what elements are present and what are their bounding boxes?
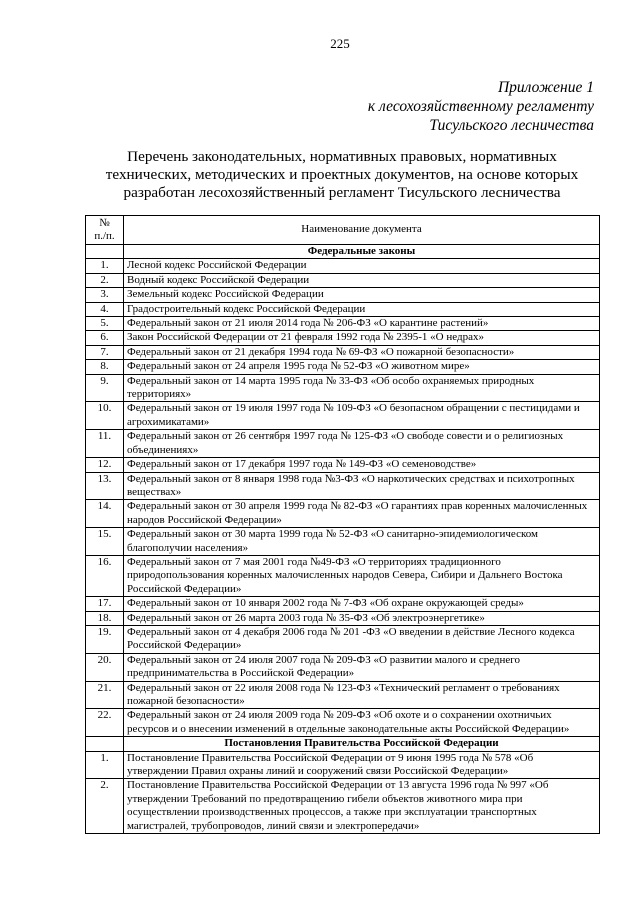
title-line-3: разработан лесохозяйственный регламент Тисульского лесничества [123, 184, 561, 201]
row-number: 19. [86, 625, 124, 653]
table-row [86, 751, 600, 779]
table-row [86, 555, 600, 596]
table-row [86, 374, 600, 402]
document-name: Федеральный закон от 26 марта 2003 года № 35-ФЗ «Об электроэнергетике» [124, 611, 600, 625]
document-name: Федеральный закон от 14 марта 1995 года № 33-ФЗ «Об особо охраняемых природных территориях» [124, 374, 600, 402]
row-number: 18. [86, 611, 124, 625]
appendix-line-1: Приложение 1 [497, 79, 594, 96]
row-number: 2. [86, 273, 124, 287]
document-name: Федеральный закон от 4 декабря 2006 года № 201 -ФЗ «О введении в действие Лесного кодекса Российской Федерации» [124, 625, 600, 653]
table-row [86, 472, 600, 500]
page-number: 225 [330, 36, 350, 51]
table-row [86, 611, 600, 625]
appendix-line-2: к лесохозяйственному регламенту [367, 98, 594, 115]
table-row [86, 653, 600, 681]
section-header-row [86, 737, 600, 751]
row-number: 16. [86, 555, 124, 596]
row-number: 2. [86, 779, 124, 834]
document-name: Федеральный закон от 19 июля 1997 года № 109-ФЗ «О безопасном обращении с пестицидами и агрохимикатами» [124, 402, 600, 430]
table-row [86, 302, 600, 316]
table-row [86, 360, 600, 374]
table-body [86, 245, 600, 834]
row-number: 10. [86, 402, 124, 430]
section-header-row [86, 245, 600, 259]
document-name: Федеральный закон от 30 апреля 1999 года № 82-ФЗ «О гарантиях прав коренных малочисленных народов Российской Федерации» [124, 500, 600, 528]
document-name: Федеральный закон от 8 января 1998 года №3-ФЗ «О наркотических средствах и психотропных веществах» [124, 472, 600, 500]
table-row [86, 273, 600, 287]
table-row [86, 779, 600, 834]
table-row [86, 709, 600, 737]
row-number: 11. [86, 430, 124, 458]
header-number-cell [86, 216, 124, 245]
header-name-cell: Наименование документа [124, 216, 600, 245]
document-name: Федеральный закон от 21 декабря 1994 года № 69-ФЗ «О пожарной безопасности» [124, 345, 600, 359]
row-number: 21. [86, 681, 124, 709]
table-row [86, 288, 600, 302]
document-name: Федеральный закон от 17 декабря 1997 года № 149-ФЗ «О семеноводстве» [124, 458, 600, 472]
row-number: 8. [86, 360, 124, 374]
document-name: Федеральный закон от 7 мая 2001 года №49-ФЗ «О территориях традиционного природопользования коренных малочисленных народов Севера, Сибири и Дальнего Востока Российской Федерации» [124, 555, 600, 596]
row-number: 6. [86, 331, 124, 345]
header-number-line-2: п./п. [94, 230, 115, 243]
row-number: 1. [86, 751, 124, 779]
title-line-2: технических, методических и проектных документов, на основе которых [105, 166, 579, 183]
row-number: 20. [86, 653, 124, 681]
table-row [86, 625, 600, 653]
document-name: Земельный кодекс Российской Федерации [124, 288, 600, 302]
appendix-caption [234, 78, 594, 135]
table-row [86, 345, 600, 359]
document-title [84, 148, 600, 202]
row-number: 12. [86, 458, 124, 472]
title-line-1: Перечень законодательных, нормативных правовых, нормативных [127, 148, 557, 165]
document-name: Федеральный закон от 24 июля 2007 года № 209-ФЗ «О развитии малого и среднего предпринимательства в Российской Федерации» [124, 653, 600, 681]
section-title: Федеральные законы [124, 245, 600, 259]
document-name: Федеральный закон от 24 апреля 1995 года № 52-ФЗ «О животном мире» [124, 360, 600, 374]
document-name: Градостроительный кодекс Российской Федерации [124, 302, 600, 316]
table-row [86, 528, 600, 556]
table-row [86, 331, 600, 345]
table-row [86, 430, 600, 458]
row-number: 15. [86, 528, 124, 556]
row-number: 5. [86, 317, 124, 331]
row-number: 7. [86, 345, 124, 359]
table-row [86, 402, 600, 430]
row-number: 13. [86, 472, 124, 500]
table-row [86, 500, 600, 528]
section-empty-cell [86, 245, 124, 259]
row-number: 9. [86, 374, 124, 402]
table-header-row [86, 216, 600, 245]
row-number: 1. [86, 259, 124, 273]
table-row [86, 317, 600, 331]
document-name: Постановление Правительства Российской Федерации от 13 августа 1996 года № 997 «Об утверждении Требований по предотвращению гибели объектов животного мира при осуществлении производственных процессов, а также при эксплуатации транспортных магистралей, трубопроводов, линий связи и электропередачи» [124, 779, 600, 834]
document-name: Федеральный закон от 26 сентября 1997 года № 125-ФЗ «О свободе совести и о религиозных объединениях» [124, 430, 600, 458]
row-number: 17. [86, 597, 124, 611]
row-number: 4. [86, 302, 124, 316]
section-title: Постановления Правительства Российской Федерации [124, 737, 600, 751]
table-row [86, 597, 600, 611]
table-row [86, 259, 600, 273]
table-row [86, 458, 600, 472]
appendix-line-3: Тисульского лесничества [429, 117, 594, 134]
document-name: Федеральный закон от 10 января 2002 года № 7-ФЗ «Об охране окружающей среды» [124, 597, 600, 611]
document-name: Федеральный закон от 21 июля 2014 года № 206-ФЗ «О карантине растений» [124, 317, 600, 331]
document-name: Федеральный закон от 24 июля 2009 года № 209-ФЗ «Об охоте и о сохранении охотничьих ресурсов и о внесении изменений в отдельные законодательные акты Российской Федерации» [124, 709, 600, 737]
document-name: Федеральный закон от 22 июля 2008 года № 123-ФЗ «Технический регламент о требованиях пожарной безопасности» [124, 681, 600, 709]
document-name: Лесной кодекс Российской Федерации [124, 259, 600, 273]
document-name: Закон Российской Федерации от 21 февраля 1992 года № 2395-1 «О недрах» [124, 331, 600, 345]
document-name: Водный кодекс Российской Федерации [124, 273, 600, 287]
row-number: 14. [86, 500, 124, 528]
documents-table [85, 215, 600, 834]
document-name: Постановление Правительства Российской Федерации от 9 июня 1995 года № 578 «Об утверждении Правил охраны линий и сооружений связи Российской Федерации» [124, 751, 600, 779]
header-number-line-1: № [99, 217, 110, 229]
document-name: Федеральный закон от 30 марта 1999 года № 52-ФЗ «О санитарно-эпидемиологическом благополучии населения» [124, 528, 600, 556]
row-number: 3. [86, 288, 124, 302]
row-number: 22. [86, 709, 124, 737]
table-row [86, 681, 600, 709]
section-empty-cell [86, 737, 124, 751]
